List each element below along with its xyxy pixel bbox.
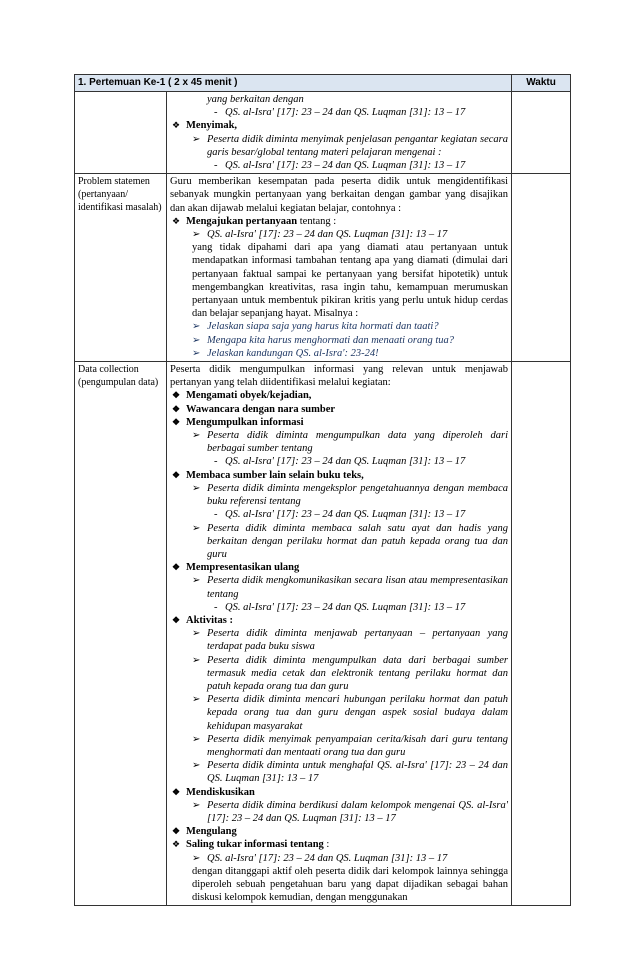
row-content	[167, 362, 512, 906]
activity-item: ➢ Peserta didik diminta mengeksplor pengetahuannya dengan membaca buku referensi tentang	[170, 482, 508, 508]
activity-heading: ❖ Membaca sumber lain selain buku teks,	[170, 469, 508, 482]
waktu-cell	[512, 92, 571, 174]
table-header-row	[75, 75, 571, 92]
row-label: Problem statemen (pertanyaan/ identifikasi masalah)	[75, 174, 167, 362]
activity-item: ➢ Peserta didik diminta menjawab pertanyaan – pertanyaan yang terdapat pada buku siswa	[170, 627, 508, 653]
row-label: Data collection (pengumpulan data)	[75, 362, 167, 906]
exchange-label: Saling tukar informasi tentang	[186, 839, 324, 851]
question-item: ➢ Mengapa kita harus menghormati dan menaati orang tua?	[170, 334, 508, 347]
paragraph: dengan ditanggapi aktif oleh peserta didik dari kelompok lainnya sehingga diperoleh sebuah pengetahuan baru yang dapat dijadikan sebagai bahan diskusi kelompok kemudian, dengan menggunakan	[192, 865, 509, 904]
waktu-header: Waktu	[512, 75, 571, 92]
activity-item: ➢ Peserta didik diminta mengumpulkan data yang diperoleh dari berbagai sumber tentang	[170, 429, 508, 455]
question-item: ➢ Jelaskan kandungan QS. al-Isra': 23-24!	[170, 347, 508, 360]
activity-item: ➢ Peserta didik diminta membaca salah satu ayat dan hadis yang berkaitan dengan perilaku hormat dan patuh kepada orang tua dan guru	[170, 522, 508, 562]
ask-suffix: tentang :	[297, 215, 337, 227]
activity-heading	[170, 119, 508, 159]
paragraph: yang tidak dipahami dari apa yang diamati atau pertanyaan untuk mendapatkan informasi tambahan tentang apa yang diamati (dimulai dari pertanyaan faktual sampai ke pertanyaan yang bersifat hipotetik) untuk mengembangkan kreativitas, rasa ingin tahu, kemampuan merumuskan pertanyaan untuk membentuk pikiran kritis yang perlu untuk hidup cerdas dan belajar sepanjang hayat. Misalnya :	[192, 242, 509, 320]
activity-heading: ❖ Mengamati obyek/kejadian,	[170, 389, 508, 402]
reference-line: - QS. al-Isra' [17]: 23 – 24 dan QS. Luqman [31]: 13 – 17	[170, 601, 508, 614]
question-item: ➢ Jelaskan siapa saja yang harus kita hormati dan taati?	[170, 320, 508, 333]
activity-heading	[170, 838, 508, 851]
meeting-title: 1. Pertemuan Ke-1 ( 2 x 45 menit )	[75, 75, 512, 92]
waktu-cell	[512, 362, 571, 906]
reference-line: - QS. al-Isra' [17]: 23 – 24 dan QS. Luqman [31]: 13 – 17	[170, 508, 508, 521]
paragraph: Guru memberikan kesempatan pada peserta didik untuk mengidentifikasi sebanyak mungkin pertanyaan yang berkaitan dengan gambar yang disajikan dan akan dijawab melalui kegiatan belajar, contohnya :	[170, 176, 509, 214]
activity-heading: ❖ Mengumpulkan informasi	[170, 416, 508, 429]
reference-item: ➢ QS. al-Isra' [17]: 23 – 24 dan QS. Luqman [31]: 13 – 17	[170, 228, 508, 241]
activity-heading	[170, 215, 508, 228]
menyimak-label: Menyimak,	[186, 120, 238, 132]
waktu-cell	[512, 174, 571, 362]
activity-item: ➢ Peserta didik diminta untuk menghafal QS. al-Isra' [17]: 23 – 24 dan QS. Luqman [31]: 13 – 17	[170, 759, 508, 785]
row-content	[167, 92, 512, 174]
row-content	[167, 174, 512, 362]
reference-item: ➢ QS. al-Isra' [17]: 23 – 24 dan QS. Luqman [31]: 13 – 17	[170, 852, 508, 865]
reference-line: - QS. al-Isra' [17]: 23 – 24 dan QS. Luqman [31]: 13 – 17	[170, 455, 508, 468]
table-row	[75, 362, 571, 906]
activity-heading: ❖ Wawancara dengan nara sumber	[170, 403, 508, 416]
lesson-plan-table	[74, 74, 571, 906]
table-row	[75, 174, 571, 362]
activity-item: ➢ Peserta didik diminta mencari hubungan perilaku hormat dan patuh kepada orang tua dan guru dengan aspek sosial budaya dalam kehidupan masyarakat	[170, 693, 508, 733]
table-row	[75, 92, 571, 174]
reference-line: - QS. al-Isra' [17]: 23 – 24 dan QS. Luqman [31]: 13 – 17	[170, 159, 508, 172]
activity-heading: ❖ Mempresentasikan ulang	[170, 561, 508, 574]
activity-item: ➢ Peserta didik mengkomunikasikan secara lisan atau mempresentasikan tentang	[170, 574, 508, 600]
activity-heading: ❖ Mengulang	[170, 825, 508, 838]
activity-heading: ❖ Aktivitas :	[170, 614, 508, 627]
activity-item: ➢ Peserta didik dimina berdikusi dalam kelompok mengenai QS. al-Isra' [17]: 23 – 24 dan QS. Luqman [31]: 13 – 17	[170, 799, 508, 825]
activity-item: ➢ Peserta didik diminta menyimak penjelasan pengantar kegiatan secara garis besar/global tentang materi pelajaran mengenai :	[170, 133, 508, 159]
activity-heading: ❖ Mendiskusikan	[170, 786, 508, 799]
activity-item: ➢ Peserta didik diminta mengumpulkan data dari berbagai sumber termasuk media cetak dan elektronik tentang perilaku hormat dan patuh kepada orang tua dan guru	[170, 654, 508, 694]
exchange-suffix: :	[323, 839, 330, 851]
ask-label: Mengajukan pertanyaan	[186, 215, 298, 227]
paragraph: Peserta didik mengumpulkan informasi yang relevan untuk menjawab pertanyan yang telah diidentifikasi melalui kegiatan:	[170, 364, 509, 389]
text-line: yang berkaitan dengan	[207, 94, 304, 105]
reference-line: - QS. al-Isra' [17]: 23 – 24 dan QS. Luqman [31]: 13 – 17	[170, 106, 508, 119]
row-label-empty	[75, 92, 167, 174]
activity-item: ➢ Peserta didik menyimak penyampaian cerita/kisah dari guru tentang menghormati dan mentaati orang tua dan guru	[170, 733, 508, 759]
